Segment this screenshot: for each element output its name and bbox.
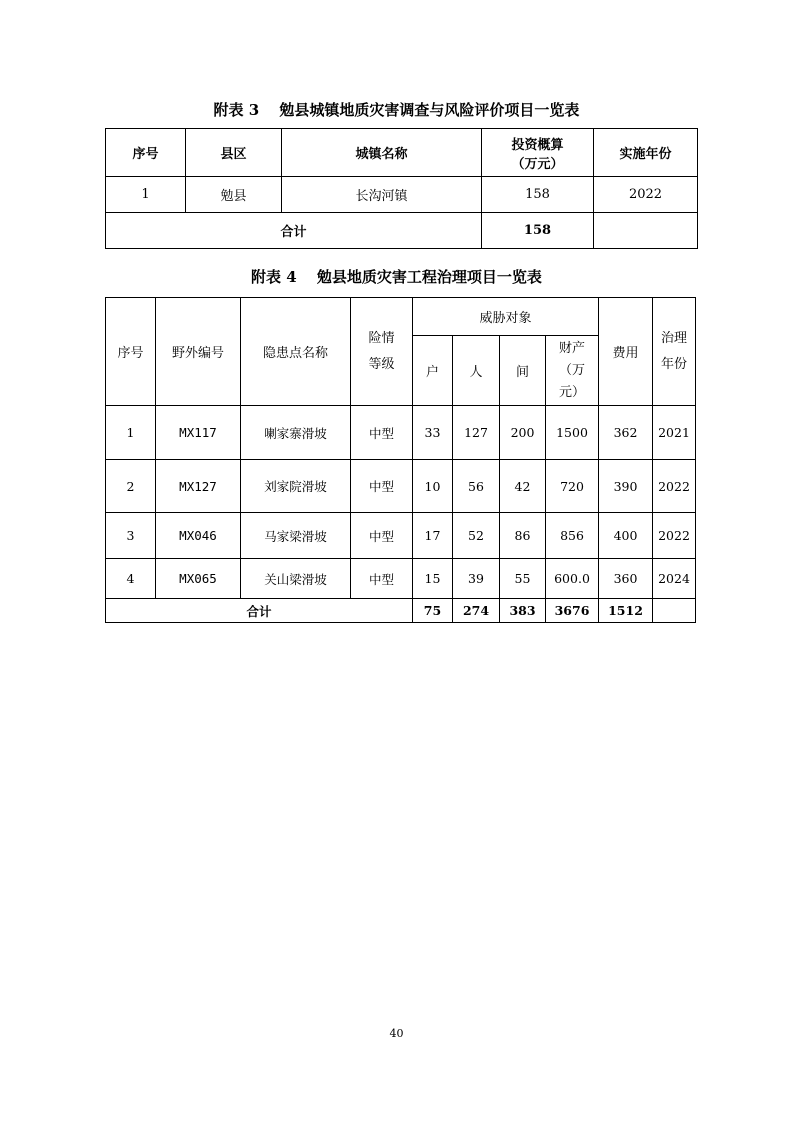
table3-total-value: 158 <box>482 213 594 249</box>
table-row <box>106 177 698 213</box>
table-row <box>106 513 696 559</box>
table4-header-year-line2: 年份 <box>661 356 688 372</box>
table4-cell: 39 <box>453 559 500 599</box>
table4-cell: 360 <box>599 559 653 599</box>
table4-cell: 55 <box>500 559 546 599</box>
table-row <box>106 559 696 599</box>
table4-header-name: 隐患点名称 <box>241 298 351 406</box>
table4-header-cost: 费用 <box>599 298 653 406</box>
table4-header-threat: 威胁对象 <box>413 298 599 336</box>
table4-cell: 52 <box>453 513 500 559</box>
table4-cell: 1500 <box>546 406 599 460</box>
table4-cell: 喇家寨滑坡 <box>241 406 351 460</box>
table4-header-year-line1: 治理 <box>661 330 688 346</box>
table4-header-households: 户 <box>413 336 453 406</box>
table3-total-row <box>106 213 698 249</box>
table4-header-people: 人 <box>453 336 500 406</box>
table4-total-people: 274 <box>453 599 500 623</box>
table4-total-row <box>106 599 696 623</box>
table4-cell: 400 <box>599 513 653 559</box>
table4-cell: 2 <box>106 460 156 513</box>
table3-header-town: 城镇名称 <box>282 129 482 177</box>
table4-cell: 刘家院滑坡 <box>241 460 351 513</box>
table4-cell: MX065 <box>156 559 241 599</box>
table3-header-investment-line1: 投资概算 <box>511 137 564 153</box>
table4-cell: 中型 <box>351 406 413 460</box>
table3-cell: 勉县 <box>186 177 282 213</box>
table4-cell: 中型 <box>351 513 413 559</box>
table3-cell: 158 <box>482 177 594 213</box>
table4-cell: 关山梁滑坡 <box>241 559 351 599</box>
table4-cell: MX127 <box>156 460 241 513</box>
table4-cell: 33 <box>413 406 453 460</box>
table4-header-seq: 序号 <box>106 298 156 406</box>
table4-cell: 1 <box>106 406 156 460</box>
table4-total-households: 75 <box>413 599 453 623</box>
table3-title: 附表 3 勉县城镇地质灾害调查与风险评价项目一览表 <box>213 101 580 119</box>
table4-cell: MX046 <box>156 513 241 559</box>
table4-header-property <box>546 336 599 406</box>
table4-cell: 127 <box>453 406 500 460</box>
table4-cell: 2022 <box>653 460 696 513</box>
table4-header-property-line3: 元） <box>559 384 586 400</box>
table-row <box>106 460 696 513</box>
table4-cell: 15 <box>413 559 453 599</box>
table3-header-seq: 序号 <box>106 129 186 177</box>
table4-header-level-line1: 险情 <box>368 330 395 346</box>
table4-header-level-line2: 等级 <box>368 356 395 372</box>
table4-cell: 86 <box>500 513 546 559</box>
table4-total-year <box>653 599 696 623</box>
table3-header-investment <box>482 129 594 177</box>
table4-total-property: 3676 <box>546 599 599 623</box>
table3-total-empty <box>594 213 698 249</box>
table4-header-year <box>653 298 696 406</box>
table-row <box>106 406 696 460</box>
table4-cell: 2024 <box>653 559 696 599</box>
table4-cell: 4 <box>106 559 156 599</box>
table4-cell: MX117 <box>156 406 241 460</box>
table4-cell: 600.0 <box>546 559 599 599</box>
table4-total-label: 合计 <box>106 599 413 623</box>
table4-cell: 56 <box>453 460 500 513</box>
table4-header-property-line1: 财产 <box>559 340 586 356</box>
table4-header-field-no: 野外编号 <box>156 298 241 406</box>
table4-cell: 362 <box>599 406 653 460</box>
table4-header-level <box>351 298 413 406</box>
table4 <box>105 297 696 623</box>
table4-header-property-line2: （万 <box>559 362 586 378</box>
table4-cell: 3 <box>106 513 156 559</box>
table3-cell: 2022 <box>594 177 698 213</box>
table4-cell: 390 <box>599 460 653 513</box>
table4-cell: 中型 <box>351 460 413 513</box>
table4-title: 附表 4 勉县地质灾害工程治理项目一览表 <box>251 268 542 286</box>
table4-header-rooms: 间 <box>500 336 546 406</box>
table3 <box>105 128 698 249</box>
table4-cell: 856 <box>546 513 599 559</box>
table4-cell: 10 <box>413 460 453 513</box>
table3-total-label: 合计 <box>106 213 482 249</box>
table4-cell: 17 <box>413 513 453 559</box>
table3-header-investment-line2: （万元） <box>511 156 564 172</box>
table4-total-cost: 1512 <box>599 599 653 623</box>
table4-header-row <box>106 298 696 336</box>
table3-cell: 长沟河镇 <box>282 177 482 213</box>
table3-header-row <box>106 129 698 177</box>
table4-cell: 中型 <box>351 559 413 599</box>
table4-cell: 720 <box>546 460 599 513</box>
table4-cell: 马家梁滑坡 <box>241 513 351 559</box>
table4-cell: 2022 <box>653 513 696 559</box>
page-number: 40 <box>389 1027 404 1040</box>
table3-header-county: 县区 <box>186 129 282 177</box>
table4-total-rooms: 383 <box>500 599 546 623</box>
table3-cell: 1 <box>106 177 186 213</box>
table4-cell: 2021 <box>653 406 696 460</box>
table4-cell: 200 <box>500 406 546 460</box>
table4-cell: 42 <box>500 460 546 513</box>
table3-header-year: 实施年份 <box>594 129 698 177</box>
